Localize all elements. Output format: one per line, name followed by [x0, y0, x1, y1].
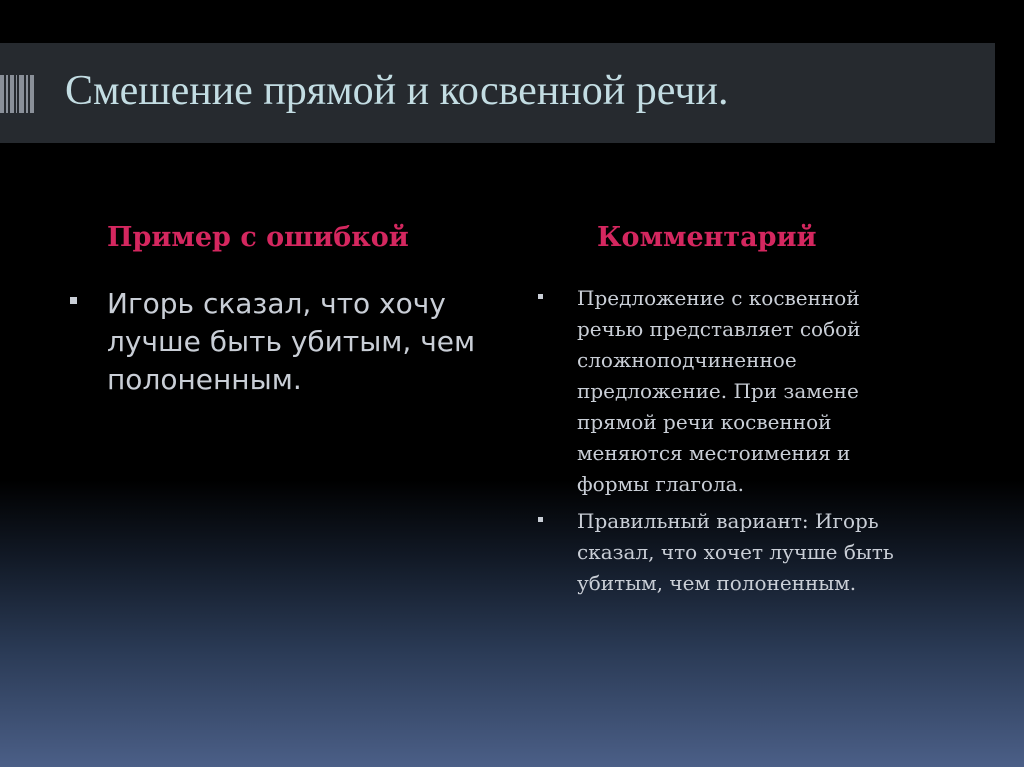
left-bullet-item	[70, 285, 490, 399]
right-column-heading: Комментарий	[597, 222, 817, 253]
left-bullet-list	[70, 285, 490, 399]
bullet-square-icon	[538, 517, 543, 522]
left-column-heading: Пример с ошибкой	[107, 222, 409, 253]
slide-title: Смешение прямой и косвенной речи.	[65, 68, 729, 114]
title-decoration-icon	[0, 75, 34, 113]
right-bullet-item	[538, 283, 918, 500]
right-bullet-text: Правильный вариант: Игорь сказал, что хочет лучше быть убитым, чем полоненным.	[577, 509, 894, 595]
bullet-square-icon	[70, 297, 77, 304]
title-bar	[0, 43, 995, 143]
right-bullet-item	[538, 506, 918, 599]
right-bullet-list	[538, 283, 918, 605]
left-bullet-text: Игорь сказал, что хочу лучше быть убитым, чем полоненным.	[107, 287, 476, 396]
right-bullet-text: Предложение с косвенной речью представляет собой сложноподчиненное предложение. При замене прямой речи косвенной меняются местоимения и формы глагола.	[577, 286, 861, 496]
bullet-square-icon	[538, 294, 543, 299]
